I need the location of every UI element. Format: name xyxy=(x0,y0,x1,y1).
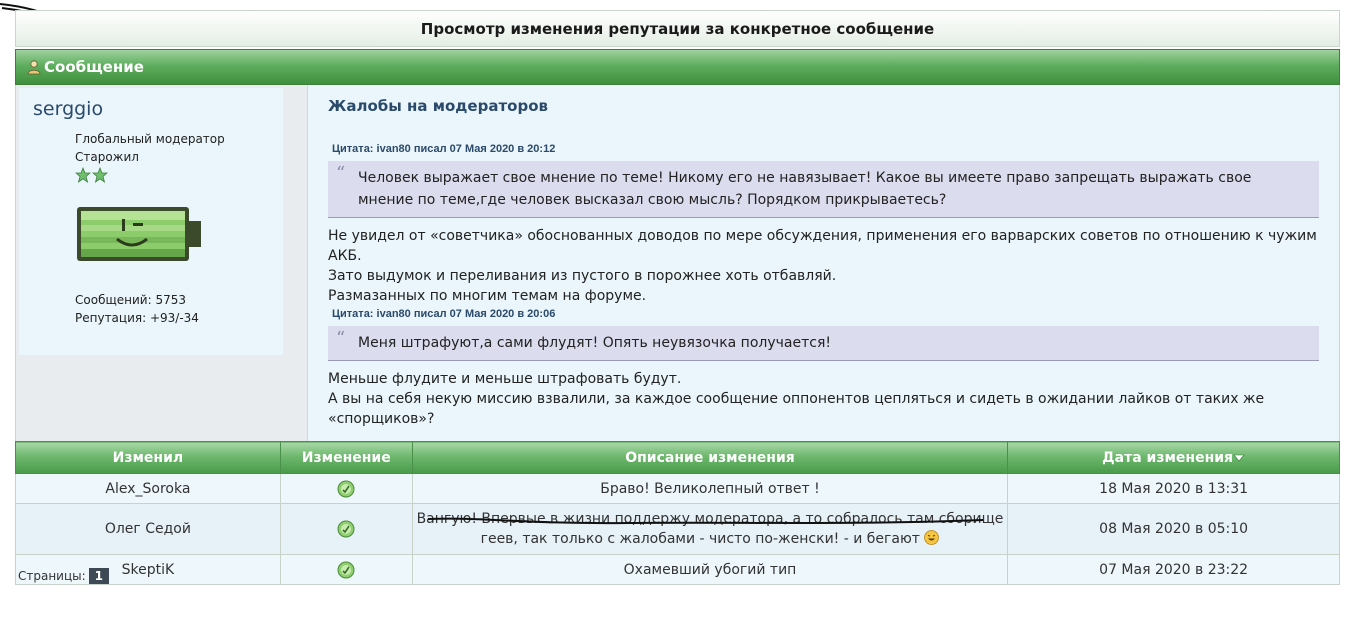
change-date: 08 Мая 2020 в 05:10 xyxy=(1008,504,1340,555)
section-title: Сообщение xyxy=(44,58,144,76)
post-author-column xyxy=(16,85,308,441)
table-row xyxy=(16,474,1340,504)
page-number-current[interactable]: 1 xyxy=(89,568,109,584)
quote-header: Цитата: ivan80 писал 07 Мая 2020 в 20:12 xyxy=(332,143,556,155)
author-rank: Старожил xyxy=(75,150,139,164)
post-container xyxy=(15,85,1340,441)
changer-user[interactable]: Alex_Soroka xyxy=(16,474,281,504)
quote-block xyxy=(328,326,1319,361)
post-text xyxy=(328,226,1319,306)
column-header-date[interactable] xyxy=(1008,442,1340,474)
pagination-label: Страницы: xyxy=(18,569,86,583)
laughing-smiley-icon xyxy=(924,530,939,545)
change-date: 07 Мая 2020 в 23:22 xyxy=(1008,555,1340,585)
column-header-date-label: Дата изменения xyxy=(1102,449,1234,466)
change-cell xyxy=(280,555,412,585)
table-row xyxy=(16,555,1340,585)
changer-user[interactable]: SkeptiK xyxy=(16,555,281,585)
change-description: Охамевший убогий тип xyxy=(412,555,1007,585)
table-row xyxy=(16,504,1340,555)
change-cell xyxy=(280,474,412,504)
plus-reputation-icon xyxy=(337,561,355,579)
author-stats xyxy=(33,291,269,327)
author-reputation: Репутация: +93/-34 xyxy=(75,311,199,325)
user-icon xyxy=(26,59,42,75)
quote-mark-icon: “ xyxy=(336,328,346,349)
post-text-line: А вы на себя некую миссию взвалили, за каждое сообщение оппонентов цепляться и сидеть в ожидании лайков от таких же «спорщиков»? xyxy=(328,391,1265,427)
quote-text: Меня штрафуют,а сами флудят! Опять неувязочка получается! xyxy=(358,335,831,351)
quote-text: Человек выражает свое мнение по теме! Никому его не навязывает! Какое вы имеете право запрещать выражать свое мнение по теме,где человек высказал свою мысль? Порядком прикрываетесь? xyxy=(358,170,1252,208)
plus-reputation-icon xyxy=(337,480,355,498)
change-description: Браво! Великолепный ответ ! xyxy=(412,474,1007,504)
change-description-line-2 xyxy=(414,529,1006,549)
author-profile xyxy=(19,88,283,355)
rank-stars xyxy=(75,167,269,183)
post-text-line: Размазанных по многим темам на форуме. xyxy=(328,288,647,304)
reputation-page xyxy=(15,10,1340,585)
table-header-row xyxy=(16,442,1340,474)
changer-user[interactable]: Олег Седой xyxy=(16,504,281,555)
column-header-user[interactable]: Изменил xyxy=(16,442,281,474)
post-text-line: Не увидел от «советчика» обоснованных доводов по мере обсуждения, применения его варварских советов по отношению к чужим АКБ. xyxy=(328,228,1317,264)
post-text xyxy=(328,369,1319,429)
author-role: Глобальный модератор xyxy=(75,132,225,146)
author-meta xyxy=(33,130,269,183)
author-username[interactable]: serggio xyxy=(33,98,104,120)
post-text-line: Зато выдумок и переливания из пустого в порожнее хоть отбавляй. xyxy=(328,268,837,284)
post-body xyxy=(308,85,1339,441)
author-avatar xyxy=(33,205,269,269)
pen-underline-mark xyxy=(428,515,988,527)
quote-mark-icon: “ xyxy=(336,163,346,184)
section-header xyxy=(15,49,1340,85)
change-description xyxy=(412,504,1007,555)
battery-smiley-avatar-icon xyxy=(75,205,205,265)
change-description-line: Вангую! Впервые в жизни поддержу модератора, а то собралось там сборище xyxy=(416,511,1004,527)
post-text-line: Меньше флудите и меньше штрафовать будут. xyxy=(328,371,682,387)
quote-header: Цитата: ivan80 писал 07 Мая 2020 в 20:06 xyxy=(332,308,556,320)
star-icon xyxy=(75,167,91,183)
star-icon xyxy=(92,167,108,183)
sort-desc-icon[interactable] xyxy=(1233,453,1245,463)
change-date: 18 Мая 2020 в 13:31 xyxy=(1008,474,1340,504)
quote-block xyxy=(328,161,1319,218)
post-title[interactable]: Жалобы на модераторов xyxy=(328,97,548,115)
page-title: Просмотр изменения репутации за конкретное сообщение xyxy=(15,10,1340,47)
column-header-change[interactable]: Изменение xyxy=(280,442,412,474)
pagination xyxy=(18,568,109,584)
plus-reputation-icon xyxy=(337,520,355,538)
reputation-changes-table xyxy=(15,441,1340,585)
change-cell xyxy=(280,504,412,555)
author-messages-count: Сообщений: 5753 xyxy=(75,293,186,307)
column-header-description[interactable]: Описание изменения xyxy=(412,442,1007,474)
change-description-line: геев, так только с жалобами - чисто по-женски! - и бегают xyxy=(480,531,920,547)
